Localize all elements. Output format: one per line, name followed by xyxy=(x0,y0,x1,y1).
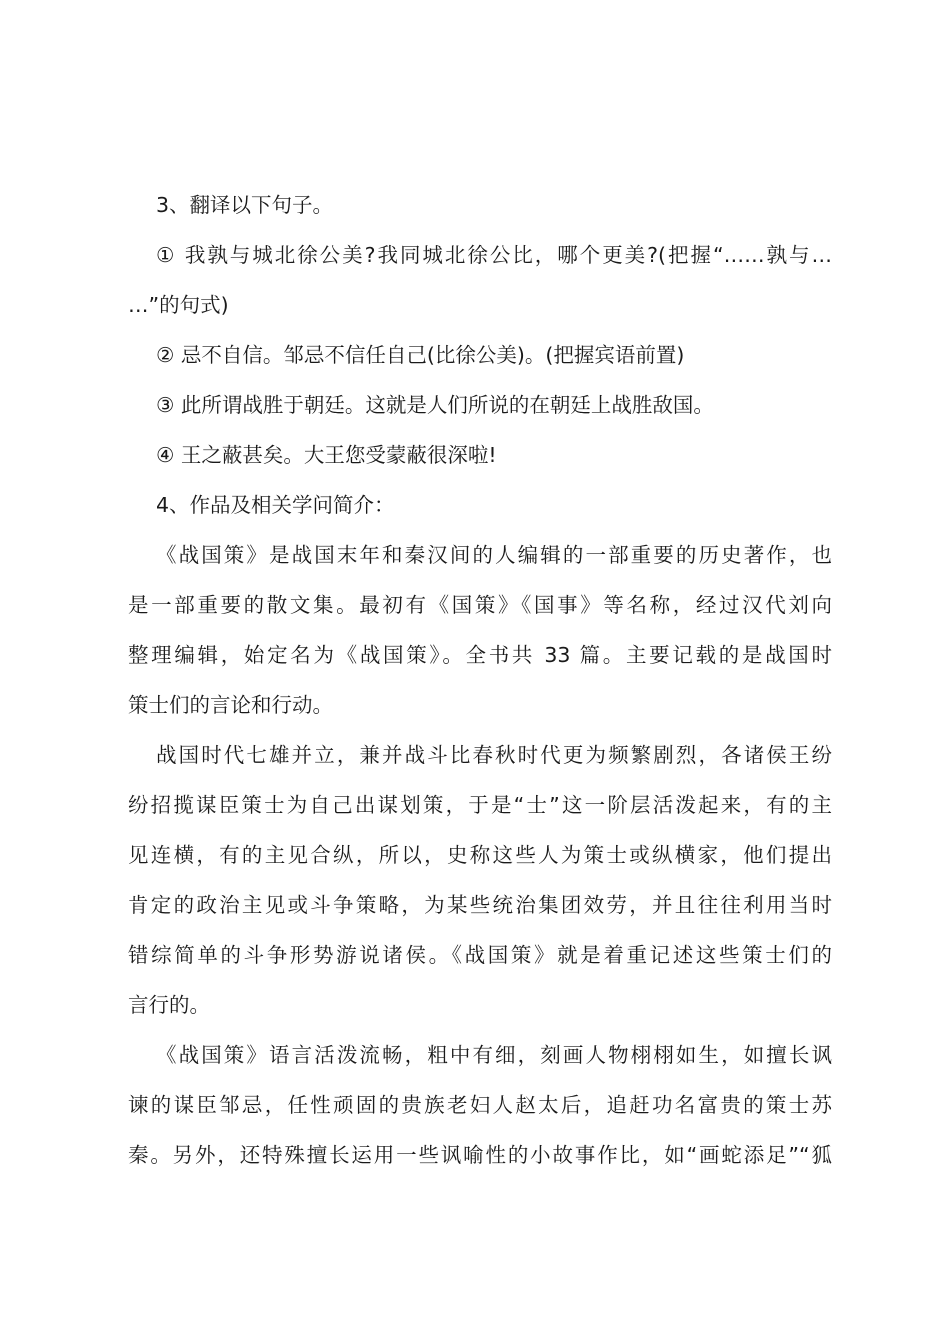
paragraph-2-line-2: 纷招揽谋臣策士为自己出谋划策，于是“士”这一阶层活泼起来，有的主 xyxy=(128,793,832,817)
paragraph-1-line-2: 是一部重要的散文集。最初有《国策》《国事》等名称，经过汉代刘向 xyxy=(128,593,832,617)
paragraph-2-line-6: 言行的。 xyxy=(128,993,210,1017)
paragraph-1-line-3: 整理编辑，始定名为《战国策》。全书共 33 篇。主要记载的是战国时 xyxy=(128,643,832,667)
sentence-2: ② 忌不自信。邹忌不信任自己(比徐公美)。(把握宾语前置) xyxy=(156,343,685,367)
paragraph-2-line-5: 错综简单的斗争形势游说诸侯。《战国策》就是着重记述这些策士们的 xyxy=(128,943,832,967)
sentence-1-line-1: ① 我孰与城北徐公美?我同城北徐公比，哪个更美?(把握“……孰与… xyxy=(156,243,832,267)
heading-translate-sentences: 3、翻译以下句子。 xyxy=(156,193,334,217)
paragraph-3-line-3: 秦。另外，还特殊擅长运用一些讽喻性的小故事作比，如“画蛇添足”“狐 xyxy=(128,1143,832,1167)
paragraph-2-line-4: 肯定的政治主见或斗争策略，为某些统治集团效劳，并且往往利用当时 xyxy=(128,893,832,917)
paragraph-3-line-2: 谏的谋臣邹忌，任性顽固的贵族老妇人赵太后，追赶功名富贵的策士苏 xyxy=(128,1093,832,1117)
heading-work-introduction: 4、作品及相关学问简介： xyxy=(156,493,395,517)
paragraph-2-line-3: 见连横，有的主见合纵，所以，史称这些人为策士或纵横家，他们提出 xyxy=(128,843,832,867)
paragraph-1-line-1: 《战国策》是战国末年和秦汉间的人编辑的一部重要的历史著作，也 xyxy=(156,543,832,567)
paragraph-3-line-1: 《战国策》语言活泼流畅，粗中有细，刻画人物栩栩如生，如擅长讽 xyxy=(156,1043,832,1067)
sentence-3: ③ 此所谓战胜于朝廷。这就是人们所说的在朝廷上战胜敌国。 xyxy=(156,393,714,417)
paragraph-2-line-1: 战国时代七雄并立，兼并战斗比春秋时代更为频繁剧烈，各诸侯王纷 xyxy=(156,743,832,767)
sentence-1-line-2: …”的句式) xyxy=(128,293,229,317)
paragraph-1-line-4: 策士们的言论和行动。 xyxy=(128,693,333,717)
sentence-4: ④ 王之蔽甚矣。大王您受蒙蔽很深啦! xyxy=(156,443,497,467)
